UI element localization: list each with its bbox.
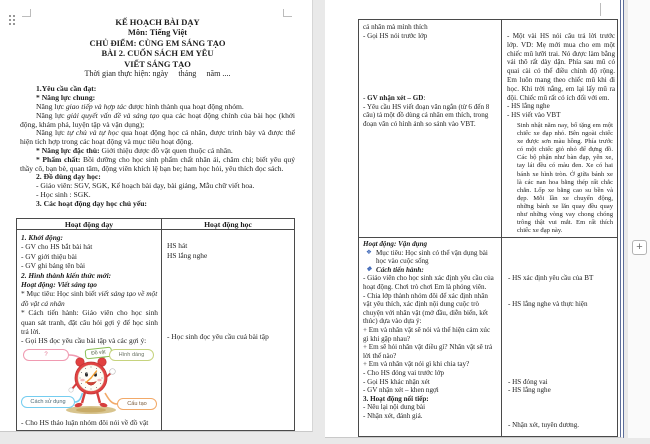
document-page-2[interactable]	[325, 0, 624, 438]
section-heading: 3. Các hoạt động dạy học chủ yếu:	[36, 198, 147, 208]
table-line: - GV cho HS bắt bài hát	[21, 242, 93, 252]
table-line: - HS lắng nghe	[507, 102, 550, 111]
table-line: - Giáo viên cho học sinh xác định yêu cầu của hoạt động. Chơi trò chơi Em là phóng viên.	[363, 274, 494, 291]
table-line: HS hát	[167, 241, 188, 250]
canvas-margin	[628, 0, 650, 438]
table-line: - Nhận xét, đánh giá.	[363, 411, 423, 420]
paragraph: Năng lực giải quyết vấn đề và sáng tạo qua các hoạt động chính của bài học (khởi động, khám phá, luyện tập và vận dụng);	[20, 110, 295, 129]
section-heading: 2. Đồ dùng dạy học:	[36, 172, 101, 182]
table-line: - Cho HS đóng vai trước lớp	[363, 368, 445, 377]
doc-title-line: Môn: Tiếng Việt	[127, 27, 188, 38]
table-line: - HS viết vào VBT	[507, 111, 561, 120]
doc-title-line: KẾ HOẠCH BÀI DẠY	[115, 17, 200, 27]
paragraph: * Phẩm chất: Bồi dưỡng cho học sinh phẩm chất nhân ái, chăm chỉ; biết yêu quý thầy cô, bạn bè, quan tâm, động viên khích lệ bạn be; ham học hỏi, yêu thích đọc sách.	[20, 154, 296, 173]
table-line: - Nhận xét, tuyên dương.	[508, 421, 580, 429]
table-line: - Chia lớp thành nhóm đôi để xác định nhân vật yêu thích, xác định nội dung cuộc trò chuyện với nhân vật (mở đầu, diễn biến, kết thúc) dựa vào dựa ý:	[363, 291, 488, 326]
activity-table-page1	[16, 218, 295, 431]
diagram-label-object: Đồ vật	[85, 346, 113, 359]
table-header-row	[17, 219, 294, 230]
diagram-label-shape: Hình dáng	[109, 349, 154, 361]
table-line: - GV giới thiệu bài	[21, 251, 77, 261]
subsection-heading: * Năng lực chung:	[36, 93, 96, 103]
learning-column	[502, 238, 617, 436]
table-line: - Gọi HS đọc yêu cầu bài tập và các gợi ý:	[21, 336, 147, 346]
table-line: - HS lắng nghe và thực hiện	[508, 300, 588, 308]
table-line: * Mục tiêu: Học sinh biết viết sáng tạo về một đồ vật cá nhân	[21, 289, 158, 308]
diagram-label-question: ?	[23, 349, 69, 361]
table-line: - Một vài HS nói câu trả lời trước lớp. VD: Mẹ mới mua cho em một chiếc mũ lưỡi trai. Nó được làm bằng vải thô rất dày dặn. Phía sau mũ có quai cài có thể điều chỉnh độ rộng. Em luôn mang theo chiếc mũ khi đi học. Khi trời nắng, em lại lấy mũ ra đội. Chiếc mũ rất có ích đối với em.	[507, 32, 615, 102]
table-header-teaching: Hoạt động dạy	[64, 220, 114, 229]
diamond-bullet-icon: ❖	[366, 265, 372, 273]
table-line: - Yêu cầu HS viết đoạn văn ngắn (từ 6 đến 8 câu) tả một đồ dùng cá nhân em thích, trong đoạn văn có hình ảnh so sánh vào VBT.	[363, 102, 490, 128]
add-button[interactable]: +	[632, 240, 647, 255]
doc-title-line: CHỦ ĐIỂM: CÙNG EM SÁNG TẠO	[89, 37, 226, 48]
table-line: - HS đóng vai	[508, 378, 548, 386]
table-line: + Em sẽ hỏi nhân vật điều gì? Nhân vật sẽ trả lời thế nào?	[363, 343, 493, 360]
doc-title-line: VIẾT SÁNG TẠO	[124, 58, 191, 69]
table-line: - Cho HS thảo luận nhóm đôi nói về đồ vật	[21, 417, 149, 427]
paragraph: Năng lực giao tiếp và hợp tác được hình thành qua hoạt động nhóm.	[36, 102, 244, 112]
table-line: Hoạt động: Vận dụng	[363, 240, 428, 248]
paragraph: Năng lực tự chủ và tự học qua hoạt động học cá nhân, được trình bày và được thể hiện tích hợp trong các hoạt động và mục tiêu hoạt động.	[20, 128, 295, 147]
document-page-1[interactable]	[0, 0, 313, 432]
table-line: - HS xác định yêu cầu của BT	[508, 274, 594, 282]
teaching-column	[17, 231, 161, 430]
activity-table-page2	[358, 19, 618, 437]
table-line: - GV nhận xét – khen ngợi	[363, 386, 439, 395]
diagram-label-usage: Cách sử dụng	[21, 396, 75, 408]
learning-column	[502, 20, 617, 237]
sample-paragraph: Sinh nhật năm nay, bố tặng em một chiếc xe đạp nhỏ. Bên ngoài chiếc xe được sơn màu hồng. Phía trước có một chiếc giỏ nhỏ để đựng đồ. Các bộ phận như bàn đạp, yên xe, tay lái đều có màu đen. Xe có hai bánh xe hình tròn. Ở giữa bánh xe là các nan hoa bằng thép rất chắc chắn. Lốp xe bằng cao su bền và đẹp. Mỗi lần xe chuyển động, những bánh xe lăn quay đều quay như những vòng vay chong chóng trông thật vui mắt. Em rất thích chiếc xe đạp này.	[517, 121, 613, 235]
table-line: - HS lắng nghe	[508, 386, 551, 394]
diagram-label-structure: Cấu tạo	[117, 398, 157, 410]
table-line: - GV nhận xét – GD:	[363, 94, 426, 103]
table-line: + Em và nhân vật nói gì khi chia tay?	[363, 360, 470, 369]
table-line: - Học sinh đọc yêu cầu cuả bài tập	[167, 332, 269, 341]
table-line: 3. Hoạt động nối tiếp:	[363, 394, 429, 403]
table-line: - GV ghi bảng tên bài	[21, 261, 86, 271]
learning-column	[162, 231, 294, 430]
table-line: 1. Khởi động:	[21, 233, 63, 242]
diamond-bullet-icon: ❖	[366, 248, 372, 256]
paragraph: * Năng lực đặc thù: Giới thiệu được đồ vật quen thuộc cá nhân.	[36, 146, 233, 156]
doc-title-line: BÀI 2. CUỐN SÁCH EM YÊU	[101, 48, 214, 59]
table-line: cá nhân mà mình thích	[363, 23, 428, 31]
teaching-column	[359, 238, 501, 436]
table-line: 2. Hình thành kiến thức mới:	[21, 270, 112, 280]
teaching-column	[359, 20, 501, 237]
list-item: - Giáo viên: SGV, SGK, Kế hoạch bài dạy, bài giảng, Mẫu chữ viết hoa.	[36, 181, 255, 191]
crop-mark	[600, 3, 601, 16]
table-line: - Gọi HS khác nhận xét	[363, 377, 430, 386]
table-line: ❖ Cách tiến hành:	[366, 265, 424, 274]
page1-body	[20, 17, 295, 209]
table-line: ❖ Mục tiêu: Học sinh có thể vận dụng bài học vào cuộc sống	[366, 248, 488, 266]
table-line: HS lắng nghe	[167, 251, 208, 260]
table-line: + Em và nhân vật sẽ nói và thể hiện cảm xúc gì khi gặp nhau?	[363, 325, 491, 343]
table-line: - Nêu lại nội dung bài	[363, 403, 426, 412]
table-line: * Cách tiến hành: Giáo viên cho học sinh quan sát tranh, đặt câu hỏi gợi ý để học sinh trả lời.	[21, 308, 158, 337]
clock-diagram	[21, 348, 157, 416]
table-line: - Gọi HS nói trước lớp	[363, 31, 428, 40]
section-heading: 1.Yêu cầu cần đạt:	[36, 84, 97, 94]
drag-handle-icon[interactable]	[9, 15, 17, 27]
doc-title-time-line: Thời gian thực hiện: ngày tháng năm ....	[84, 69, 231, 79]
table-line: Hoạt động: Viết sáng tạo	[21, 280, 97, 290]
table-header-learning: Hoạt động học	[204, 220, 252, 229]
list-item: - Học sinh : SGK.	[36, 190, 91, 199]
